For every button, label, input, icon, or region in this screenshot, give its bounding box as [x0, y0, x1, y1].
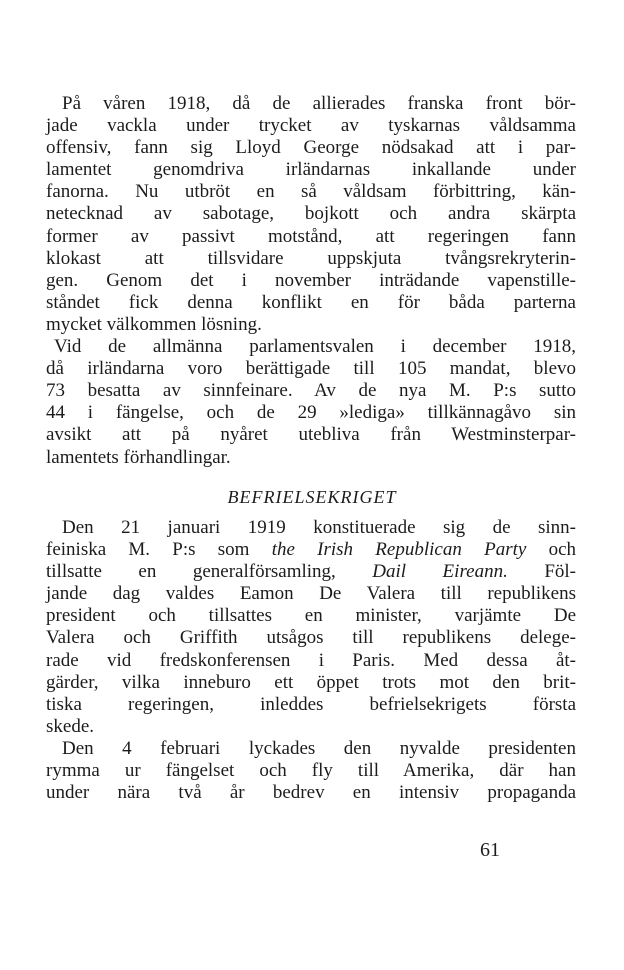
text-line: Den 4 februari lyckades den nyvalde presidenten [62, 737, 576, 759]
text-run: feiniska M. P:s som [46, 539, 272, 561]
text-line: 44 i fängelse, och de 29 »lediga» tillkännagåvo sin [46, 402, 576, 424]
text-line [46, 561, 576, 583]
text-line: ståndet fick denna konflikt en för båda parterna [46, 291, 576, 313]
text-line: avsikt att på nyåret utebliva från Westminsterpar- [46, 424, 576, 446]
text-line: jande dag valdes Eamon De Valera till republikens [46, 583, 576, 605]
text-line: lamentet genomdriva irländarnas inkallande under [46, 159, 576, 181]
text-line: Den 21 januari 1919 konstituerade sig de sinn- [62, 517, 576, 538]
text-line: fanorna. Nu utbröt en så våldsam förbittring, kän- [46, 181, 576, 203]
text-run: tillsatte en generalförsamling, [46, 561, 373, 583]
text-line: Valera och Griffith utsågos till republikens delege- [46, 627, 576, 649]
text-line: rade vid fredskonferensen i Paris. Med dessa åt- [46, 649, 576, 671]
text-line: rymma ur fängelset och fly till Amerika, där han [46, 760, 576, 782]
text-line: gärder, vilka inneburo ett öppet trots mot den brit- [46, 671, 576, 693]
text-line: under nära två år bedrev en intensiv propaganda [46, 782, 576, 804]
text-line: klokast att tillsvidare uppskjuta tvångsrekryterin- [46, 247, 576, 269]
text-line: lamentets förhandlingar. [46, 446, 231, 468]
text-line: president och tillsattes en minister, varjämte De [46, 605, 576, 627]
text-line: 73 besatta av sinnfeinare. Av de nya M. P:s sutto [46, 380, 576, 402]
text-line [46, 539, 576, 561]
text-line: På våren 1918, då de allierades franska front bör- [62, 93, 576, 114]
text-run: och [526, 539, 576, 561]
page-number: 61 [480, 839, 500, 861]
body-text-top [46, 93, 576, 469]
assembly-name-italic: Dail Eireann. [372, 561, 508, 583]
text-line: tiska regeringen, inleddes befrielsekrigets första [46, 693, 576, 715]
text-run: Föl- [507, 561, 576, 583]
text-line: Vid de allmänna parlamentsvalen i december 1918, [54, 336, 576, 358]
text-line: mycket välkommen lösning. [46, 313, 262, 335]
text-line: netecknad av sabotage, bojkott och andra skärpta [46, 203, 576, 225]
text-line: jade vackla under trycket av tyskarnas våldsamma [46, 115, 576, 137]
section-heading: BEFRIELSEKRIGET [227, 487, 397, 507]
text-line: då irländarna voro berättigade till 105 mandat, blevo [46, 358, 576, 380]
text-line: offensiv, fann sig Lloyd George nödsakad att i par- [46, 137, 576, 159]
body-text-bottom [46, 517, 576, 804]
text-line: skede. [46, 715, 95, 737]
text-line: gen. Genom det i november inträdande vapenstille- [46, 269, 576, 291]
party-name-italic: the Irish Republican Party [271, 539, 527, 561]
text-line: former av passivt motstånd, att regeringen fann [46, 225, 576, 247]
